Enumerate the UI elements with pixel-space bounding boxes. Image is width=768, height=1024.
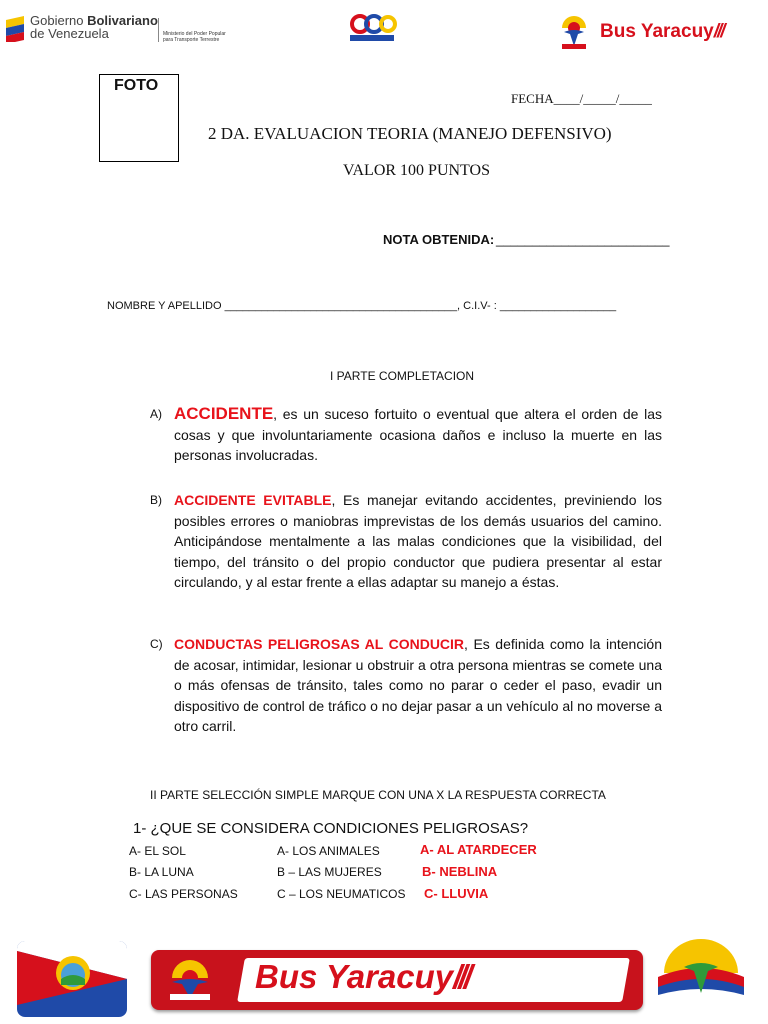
option-col3-c: C- LLUVIA bbox=[424, 886, 489, 901]
bicentennial-logo-icon bbox=[346, 13, 398, 43]
banner-emblem-icon bbox=[162, 958, 218, 1002]
name-id-field: NOMBRE Y APELLIDO ______________________________________, C.I.V- : ___________________ bbox=[107, 300, 617, 312]
grade-label: NOTA OBTENIDA: bbox=[383, 232, 495, 247]
definition-item-c bbox=[150, 634, 662, 737]
item-letter: C) bbox=[150, 637, 163, 651]
definition-item-b bbox=[150, 490, 662, 593]
option-col3-b: B- NEBLINA bbox=[422, 864, 498, 879]
item-term: ACCIDENTE EVITABLE bbox=[174, 492, 332, 508]
option-col2-c: C – LOS NEUMATICOS bbox=[277, 887, 406, 901]
photo-label: FOTO bbox=[114, 77, 159, 94]
header-divider bbox=[158, 18, 159, 42]
date-field: FECHA____/_____/_____ bbox=[511, 91, 652, 106]
footer-brand: Bus Yaracuy/// bbox=[255, 958, 469, 995]
yaracuy-flag-icon bbox=[17, 941, 127, 1017]
item-term: CONDUCTAS PELIGROSAS AL CONDUCIR bbox=[174, 636, 465, 652]
government-logo-text: Gobierno Bolivariano de Venezuela bbox=[30, 13, 158, 41]
points-value: VALOR 100 PUNTOS bbox=[343, 162, 490, 179]
item-text: , Es definida como la intención de acosar, intimidar, lesionar u obstruir a otra persona mientras se comete una o más ofensas de tránsito, tales como no parar o ceder el paso, evadir un dispositivo de control de tráfico o no dejar pasar a un vehículo al no moverse a otro carril. bbox=[174, 636, 663, 734]
item-text: , Es manejar evitando accidentes, previniendo los posibles errores o maniobras imprevistas de los demás usuarios del camino. Anticipándose mentalmente a las malas condiciones que la visibilidad, del tiempo, del tránsito o del propio conductor que pudiera presentar al estar circulando, y al estar frente a ellas adaptar su manejo a éstas. bbox=[174, 492, 663, 590]
part2-heading: II PARTE SELECCIÓN SIMPLE MARQUE CON UNA X LA RESPUESTA CORRECTA bbox=[150, 788, 606, 802]
item-letter: B) bbox=[150, 493, 162, 507]
option-col1-c: C- LAS PERSONAS bbox=[129, 887, 238, 901]
item-letter: A) bbox=[150, 407, 162, 421]
page-title: 2 DA. EVALUACION TEORIA (MANEJO DEFENSIVO) bbox=[208, 124, 612, 143]
ministry-text: Ministerio del Poder Popular para Transporte Terrestre bbox=[163, 31, 226, 43]
brand-name: Bus Yaracuy/// bbox=[600, 21, 724, 42]
question-1: 1- ¿QUE SE CONSIDERA CONDICIONES PELIGROSAS? bbox=[133, 820, 529, 837]
bus-yaracuy-emblem-icon bbox=[556, 14, 592, 50]
definition-item-a bbox=[150, 404, 662, 466]
option-col1-a: A- EL SOL bbox=[129, 844, 186, 858]
venezuela-flag-icon bbox=[4, 16, 26, 42]
item-term: ACCIDENTE bbox=[174, 404, 274, 423]
grade-blank: ________________________ bbox=[496, 232, 670, 247]
item-text: , es un suceso fortuito o eventual que altera el orden de las cosas y que involuntariamente ocasiona daños e incluso la muerte en las personas involucradas. bbox=[174, 406, 662, 463]
part1-heading: I PARTE COMPLETACION bbox=[330, 369, 475, 383]
yaracuy-government-logo-icon bbox=[654, 937, 749, 1013]
option-col1-b: B- LA LUNA bbox=[129, 865, 194, 879]
option-col2-a: A- LOS ANIMALES bbox=[277, 844, 380, 858]
option-col3-a: A- AL ATARDECER bbox=[420, 842, 537, 857]
option-col2-b: B – LAS MUJERES bbox=[277, 865, 382, 879]
